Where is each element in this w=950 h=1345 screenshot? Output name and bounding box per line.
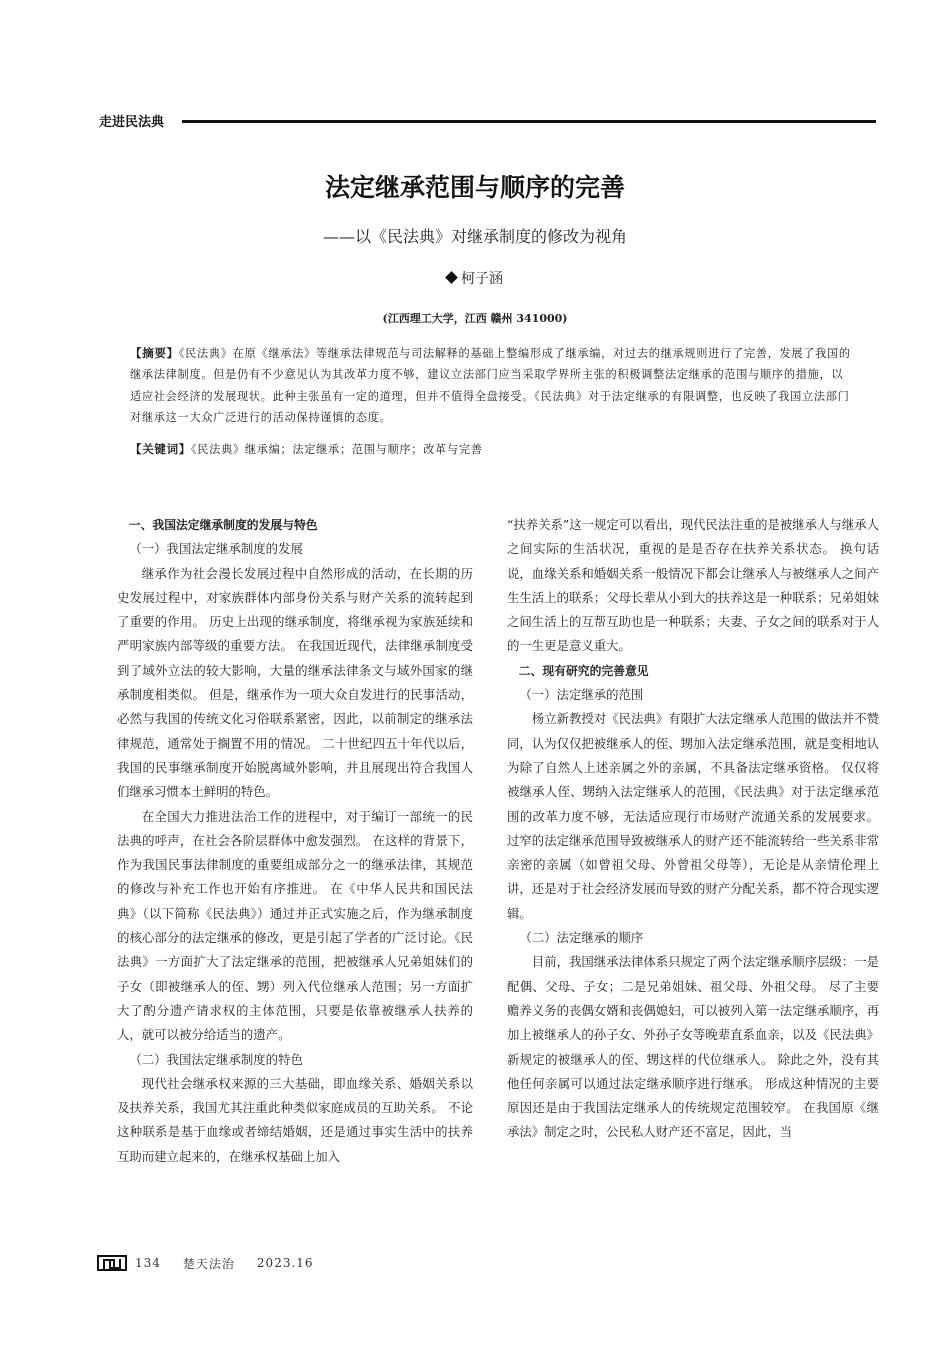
paragraph: 继承作为社会漫长发展过程中自然形成的活动，在长期的历史发展过程中，对家族群体内部身份关系与财产关系的流转起到了重要的作用。 历史上出现的继承制度，将继承视为家族延续和严明家族内部等级的重要方法。 在我国近现代，法律继承制度受到了域外立法的较大影响，大量的继承法律条文与域外国家的继承制度相类似。 但是，继承作为一项大众自发进行的民事活动，必然与我国的传统文化习俗联系紧密，因此，以前制定的继承法律规范，通常处于搁置不用的情况。 二十世纪四五十年代以后，我国的民事继承制度开始脱离域外影响，并且展现出符合我国人们继承习惯本土鲜明的特色。 <box>117 565 473 800</box>
abstract <box>130 343 852 428</box>
right-column <box>507 513 879 1145</box>
paragraph: 目前，我国继承法律体系只规定了两个法定继承顺序层级：一是配偶、父母、子女；二是兄弟姐妹、祖父母、外祖父母。 尽了主要赡养义务的丧偶女婿和丧偶媳妇，可以被列入第一法定继承顺序，再加上被继承人的孙子女、外孙子女等晚辈直系血亲，以及《民法典》新规定的被继承人的侄、甥这样的代位继承人。 除此之外，没有其他任何亲属可以通过法定继承顺序进行继承。 形成这种情况的主要原因还是由于我国法定继承人的传统规定范围较窄。 在我国原《继承法》制定之时，公民私人财产还不富足，因此，当 <box>507 954 879 1140</box>
paragraph-continued: “扶养关系”这一规定可以看出，现代民法注重的是被继承人与继承人之间实际的生活状况，重视的是是否存在扶养关系状态。 换句话说，血缘关系和婚姻关系一般情况下都会让继承人与被继承人之间产生生活上的联系；父母长辈从小到大的扶养这是一种联系；兄弟姐妹之间生活上的互帮互助也是一种联系；夫妻、子女之间的联系对于人的一生更是意义重大。 <box>507 517 879 654</box>
affiliation: (江西理工大学，江西 赣州 341000) <box>382 312 568 325</box>
left-column <box>117 513 473 1169</box>
journal-logo-icon <box>97 1255 127 1271</box>
article-title: 法定继承范围与顺序的完善 <box>324 173 625 202</box>
subsection-heading-2-1: （一）法定继承的范围 <box>519 687 644 703</box>
article-subtitle: ——以《民法典》对继承制度的修改为视角 <box>322 227 627 246</box>
issue-number: 2023.16 <box>256 1256 314 1270</box>
page-footer <box>97 1253 336 1273</box>
section-heading-1: 一、我国法定继承制度的发展与特色 <box>128 518 318 532</box>
keywords-text: 《民法典》继承编；法定继承；范围与顺序；改革与完善 <box>191 443 483 456</box>
abstract-label: 【摘要】 <box>130 346 179 360</box>
abstract-text: 《民法典》在原《继承法》等继承法律规范与司法解释的基础上整编形成了继承编，对过去的继承规则进行了完善，发展了我国的继承法律制度。但是仍有不少意见认为其改革力度不够，建议立法部门应当采取学界所主张的积极调整法定继承的范围与顺序的措施，以适应社会经济的发展现状。此种主张虽有一定的道理，但并不值得全盘接受。《民法典》对于法定继承的有限调整，也反映了我国立法部门对继承这一大众广泛进行的活动保持谨慎的态度。 <box>130 347 851 424</box>
paragraph: 在全国大力推进法治工作的进程中，对于编订一部统一的民法典的呼声，在社会各阶层群体中愈发强烈。 在这样的背景下，作为我国民事法律制度的重要组成部分之一的继承法律，其规范的修改与补充工作也开始有序推进。 在《中华人民共和国民法典》（以下简称《民法典》）通过并正式实施之后，作为继承制度的核心部分的法定继承的修改，更是引起了学者的广泛讨论。《民法典》一方面扩大了法定继承的范围，把被继承人兄弟姐妹们的子女（即被继承人的侄、甥）列入代位继承人范围；另一方面扩大了酌分遗产请求权的主体范围，只要是依靠被继承人扶养的人，就可以被分给适当的遗产。 <box>117 808 473 1043</box>
keywords <box>130 439 852 460</box>
header-rule <box>182 120 876 123</box>
subsection-heading-1-2: （二）我国法定继承制度的特色 <box>129 1051 303 1067</box>
section-tag: 走进民法典 <box>99 115 165 130</box>
subsection-heading-2-2: （二）法定继承的顺序 <box>519 930 644 946</box>
journal-name: 楚天法治 <box>182 1256 235 1271</box>
section-heading-2: 二、现有研究的完善意见 <box>518 663 649 678</box>
subsection-heading-1-1: （一）我国法定继承制度的发展 <box>129 541 303 557</box>
author-name: 柯子涵 <box>461 271 503 287</box>
paragraph: 杨立新教授对《民法典》有限扩大法定继承人范围的做法并不赞同，认为仅仅把被继承人的侄、甥加入法定继承范围，就是变相地认为除了自然人上述亲属之外的亲属，不具备法定继承资格。 仅仅将被继承人侄、甥纳入法定继承人的范围，《民法典》对于法定继承范围的改革力度不够，无法适应现行市场财产流通关系的发展要求。 过窄的法定继承范围导致被继承人的财产还不能流转给一些关系非常亲密的亲属（如曾祖父母、外曾祖父母等），无论是从亲情伦理上讲，还是对于社会经济发展而导致的财产分配关系，都不符合现实逻辑。 <box>507 711 879 921</box>
keywords-label: 【关键词】 <box>130 442 191 456</box>
paragraph: 现代社会继承权来源的三大基础，即血缘关系、婚姻关系以及扶养关系，我国尤其注重此种类似家庭成员的互助关系。 不论这种联系是基于血缘或者缔结婚姻，还是通过事实生活中的扶养互助而建立起来的，在继承权基础上加入 <box>117 1075 473 1164</box>
diamond-icon <box>445 271 458 284</box>
author-line <box>0 268 950 288</box>
page-number: 134 <box>135 1256 161 1270</box>
